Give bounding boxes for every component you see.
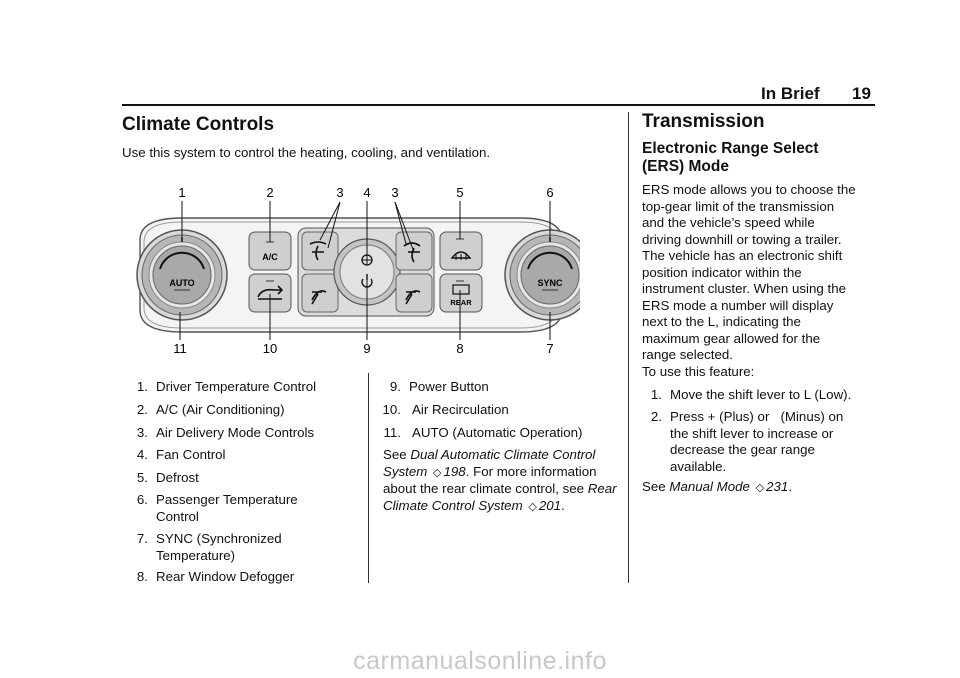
list-item: 5. Defrost [136,470,199,485]
rear-defog-button[interactable] [440,274,482,312]
section-title-climate: Climate Controls [122,114,275,135]
callout-8: 8 [456,341,464,356]
list-item: 3. Air Delivery Mode Controls [136,425,315,440]
transmission-see-also: See Manual Mode ◇ 231. [642,479,793,494]
callout-10: 10 [262,341,278,356]
ref-page-198[interactable]: 198 [443,463,466,479]
mode-button-vent[interactable] [302,232,338,270]
step-item: 1. Move the shift lever to L (Low). [650,387,852,402]
ref-page-231[interactable]: 231 [766,479,789,494]
callout-4: 4 [363,185,371,200]
callout-7: 7 [546,341,554,356]
mode-button-floor[interactable] [302,274,338,312]
page-ref-icon: ◇ [755,482,765,494]
ac-label: A/C [262,252,278,262]
section-title-transmission: Transmission [642,111,765,132]
list-item: 4. Fan Control [136,447,226,462]
list-item: 10. Air Recirculation [382,402,509,417]
running-header-section: In Brief [761,84,820,103]
step-item: 2. Press + (Plus) or (Minus) on the shift lever to increase or decrease the gear range available. [650,409,844,474]
sync-label: SYNC [537,278,563,288]
climate-panel-figure [122,182,580,362]
use-feature-label: To use this feature: [642,364,755,379]
list-item: 7. SYNC (Synchronized Temperature) [136,531,282,563]
list-item: 6. Passenger Temperature Control [136,492,298,524]
driver-temperature-knob[interactable] [137,230,227,320]
list-item: 9. Power Button [389,379,489,394]
climate-panel-illustration [122,182,580,362]
rear-label: REAR [450,298,472,307]
page-ref-icon: ◇ [433,466,442,479]
ref-rear-climate[interactable]: Rear Climate Control System [383,481,617,513]
auto-label: AUTO [169,278,195,288]
page-number: 19 [852,84,871,103]
ref-dual-auto-climate[interactable]: Dual Automatic Climate Control System [383,447,596,479]
mode-button-floor-defrost[interactable] [396,274,432,312]
climate-intro: Use this system to control the heating, cooling, and ventilation. [122,145,491,160]
list-item: 1. Driver Temperature Control [136,379,317,394]
page-ref-icon: ◇ [528,500,537,513]
callout-1: 1 [178,185,186,200]
callout-2: 2 [266,185,274,200]
callout-9: 9 [363,341,371,356]
column-divider-left [368,373,369,583]
climate-see-also: See Dual Automatic Climate Control System ◇ 198. For more information about the rear climate control, see Rear Climate Control System ◇ 201. [383,447,617,513]
ref-page-201[interactable]: 201 [538,497,562,513]
subsection-title-ers: Electronic Range Select (ERS) Mode [642,140,819,175]
ref-manual-mode[interactable]: Manual Mode [669,479,750,494]
list-item: 8. Rear Window Defogger [136,569,295,584]
callout-3a: 3 [336,185,344,200]
callout-11: 11 [173,341,187,356]
header-rule [122,104,875,106]
callout-6: 6 [546,185,554,200]
list-item: 2. A/C (Air Conditioning) [136,402,285,417]
defrost-button[interactable] [440,232,482,270]
callout-3b: 3 [391,185,399,200]
watermark: carmanualsonline.info [353,647,607,675]
column-divider-right [628,112,629,583]
list-item: 11. AUTO (Automatic Operation) [383,425,583,440]
callout-5: 5 [456,185,464,200]
ers-paragraph: ERS mode allows you to choose the top-gear limit of the transmission and the vehicle’s speed while driving downhill or towing a trailer. The vehicle has an electronic shift position indicator within the instrument cluster. When using the ERS mode a number will display next to the L, indicating the maximum gear allowed for the range selected. [642,182,856,362]
